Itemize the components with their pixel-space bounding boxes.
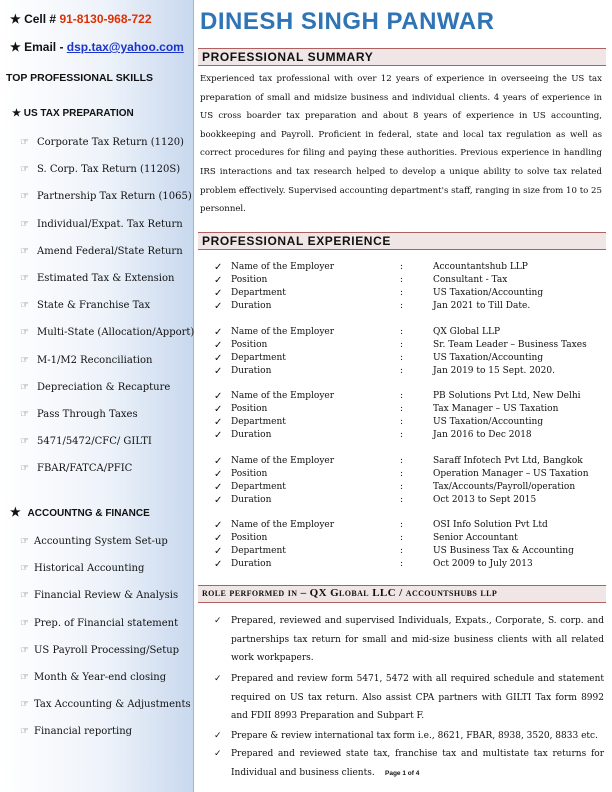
experience-value: Accountantshub LLP bbox=[433, 262, 528, 272]
check-icon: ✓ bbox=[214, 520, 223, 531]
check-icon: ✓ bbox=[214, 262, 223, 273]
pointing-hand-icon: ☞ bbox=[20, 699, 29, 711]
skill-label: Estimated Tax & Extension bbox=[37, 273, 175, 284]
us-tax-skill-item bbox=[20, 137, 213, 148]
us-tax-skill-item bbox=[20, 327, 213, 338]
pointing-hand-icon: ☞ bbox=[20, 409, 29, 420]
skill-label: Pass Through Taxes bbox=[37, 409, 138, 420]
pointing-hand-icon: ☞ bbox=[20, 300, 29, 312]
experience-value: US Business Tax & Accounting bbox=[433, 546, 574, 556]
colon: : bbox=[400, 468, 404, 479]
experience-label: Duration bbox=[231, 559, 272, 569]
sidebar bbox=[0, 0, 194, 792]
experience-value: Jan 2021 to Till Date. bbox=[433, 301, 531, 311]
pointing-hand-icon: ☞ bbox=[20, 436, 29, 448]
experience-label: Duration bbox=[231, 365, 272, 376]
role-title-company: QX Global LLC bbox=[309, 587, 397, 599]
skill-label: Historical Accounting bbox=[34, 563, 145, 575]
role-bullet-text: Prepared and review form 5471, 5472 with all required schedule and statement required on US tax return. Also assist CPA partners with GILTI Tax form 8992 and FDII 8993 Preparation and Subpart F. bbox=[231, 674, 604, 721]
experience-value: Jan 2019 to 15 Sept. 2020. bbox=[433, 365, 555, 376]
check-icon: ✓ bbox=[214, 275, 223, 286]
check-icon: ✓ bbox=[214, 546, 223, 557]
pointing-hand-icon: ☞ bbox=[20, 218, 29, 230]
experience-label: Position bbox=[231, 533, 268, 543]
check-icon: ✓ bbox=[214, 339, 223, 351]
experience-label: Position bbox=[231, 468, 268, 479]
experience-label: Position bbox=[231, 404, 268, 414]
role-section-header bbox=[198, 585, 606, 603]
experience-label: Name of the Employer bbox=[231, 326, 335, 337]
experience-value: US Taxation/Accounting bbox=[433, 288, 544, 298]
colon: : bbox=[400, 391, 404, 401]
experience-section-header bbox=[198, 232, 606, 250]
skill-label: Financial reporting bbox=[34, 726, 133, 738]
pointing-hand-icon: ☞ bbox=[20, 463, 29, 475]
us-tax-skill-item bbox=[20, 409, 213, 420]
summary-section-header bbox=[198, 48, 606, 66]
colon: : bbox=[400, 352, 404, 363]
us-tax-skill-item bbox=[20, 219, 213, 230]
acct-skill-item bbox=[20, 590, 213, 601]
check-icon: ✓ bbox=[214, 288, 223, 299]
experience-value: Consultant - Tax bbox=[433, 275, 508, 285]
pointing-hand-icon: ☞ bbox=[20, 563, 29, 575]
experience-label: Department bbox=[231, 417, 286, 427]
experience-title: PROFESSIONAL EXPERIENCE bbox=[202, 234, 391, 248]
skill-label: Accounting System Set-up bbox=[34, 536, 168, 547]
acct-heading-row bbox=[10, 505, 203, 519]
check-icon: ✓ bbox=[214, 731, 222, 741]
experience-label: Name of the Employer bbox=[231, 391, 335, 401]
colon: : bbox=[400, 520, 404, 530]
colon: : bbox=[400, 559, 404, 569]
us-tax-skill-item bbox=[20, 164, 213, 175]
acct-skill-item bbox=[20, 536, 213, 547]
skill-label: FBAR/FATCA/PFIC bbox=[37, 463, 133, 475]
experience-label: Department bbox=[231, 481, 286, 492]
pointing-hand-icon: ☞ bbox=[20, 245, 29, 257]
acct-skill-item bbox=[20, 726, 213, 737]
check-icon: ✓ bbox=[214, 404, 223, 415]
check-icon: ✓ bbox=[214, 326, 223, 338]
us-tax-skill-item bbox=[20, 191, 213, 202]
colon: : bbox=[400, 339, 404, 350]
us-tax-skill-item bbox=[20, 300, 213, 311]
acct-skill-item bbox=[20, 618, 213, 629]
check-icon: ✓ bbox=[214, 674, 222, 684]
colon: : bbox=[400, 533, 404, 543]
experience-label: Duration bbox=[231, 494, 272, 505]
pointing-hand-icon: ☞ bbox=[20, 164, 29, 176]
check-icon: ✓ bbox=[214, 481, 223, 493]
skill-label: State & Franchise Tax bbox=[37, 300, 151, 312]
colon: : bbox=[400, 546, 404, 556]
colon: : bbox=[400, 288, 404, 298]
us-tax-skill-item bbox=[20, 246, 213, 257]
experience-label: Position bbox=[231, 275, 268, 285]
check-icon: ✓ bbox=[214, 749, 222, 759]
skill-label: US Payroll Processing/Setup bbox=[34, 644, 180, 656]
experience-label: Department bbox=[231, 352, 286, 363]
acct-skill-item bbox=[20, 645, 213, 656]
pointing-hand-icon: ☞ bbox=[20, 644, 29, 656]
skill-label: Partnership Tax Return (1065) bbox=[37, 191, 192, 203]
experience-value: Oct 2013 to Sept 2015 bbox=[433, 494, 537, 505]
experience-label: Name of the Employer bbox=[231, 455, 335, 466]
pointing-hand-icon: ☞ bbox=[20, 273, 29, 284]
role-title bbox=[202, 587, 497, 599]
experience-value: US Taxation/Accounting bbox=[433, 417, 544, 427]
colon: : bbox=[400, 430, 404, 440]
experience-label: Name of the Employer bbox=[231, 520, 335, 530]
pointing-hand-icon: ☞ bbox=[20, 191, 29, 203]
check-icon: ✓ bbox=[214, 455, 223, 467]
check-icon: ✓ bbox=[214, 301, 223, 312]
acct-skill-item bbox=[20, 563, 213, 574]
skill-label: Tax Accounting & Adjustments bbox=[34, 699, 191, 711]
experience-label: Duration bbox=[231, 430, 272, 440]
check-icon: ✓ bbox=[214, 365, 223, 377]
us-tax-skill-item bbox=[20, 463, 213, 474]
skill-label: Multi-State (Allocation/Apport) bbox=[37, 327, 195, 339]
colon: : bbox=[400, 262, 404, 272]
experience-value: QX Global LLP bbox=[433, 326, 501, 337]
experience-value: Operation Manager – US Taxation bbox=[433, 468, 589, 479]
email-label: ★ Email - bbox=[10, 40, 67, 54]
experience-value: Jan 2016 to Dec 2018 bbox=[433, 430, 532, 440]
role-title-suffix: / accountshubs llp bbox=[396, 587, 498, 599]
experience-value: US Taxation/Accounting bbox=[433, 352, 544, 363]
pointing-hand-icon: ☞ bbox=[20, 617, 29, 629]
pointing-hand-icon: ☞ bbox=[20, 327, 29, 339]
us-tax-heading: ★ US TAX PREPARATION bbox=[12, 108, 134, 119]
us-tax-skill-item bbox=[20, 273, 213, 284]
experience-value: PB Solutions Pvt Ltd, New Delhi bbox=[433, 391, 581, 401]
role-title-prefix: role performed in – bbox=[202, 587, 310, 599]
role-bullet-text: Prepared and reviewed state tax, franchise tax and multistate tax returns for Individual and business clients. bbox=[231, 749, 604, 778]
experience-value: Saraff Infotech Pvt Ltd, Bangkok bbox=[433, 455, 583, 466]
colon: : bbox=[400, 301, 404, 311]
check-icon: ✓ bbox=[214, 559, 223, 570]
experience-value: Oct 2009 to July 2013 bbox=[433, 559, 533, 569]
pointing-hand-icon: ☞ bbox=[20, 381, 29, 393]
check-icon: ✓ bbox=[214, 533, 223, 544]
colon: : bbox=[400, 365, 404, 376]
pointing-hand-icon: ☞ bbox=[20, 672, 29, 683]
email-contact bbox=[10, 40, 203, 54]
experience-value: Sr. Team Leader – Business Taxes bbox=[433, 339, 587, 350]
pointing-hand-icon: ☞ bbox=[20, 590, 29, 602]
colon: : bbox=[400, 417, 404, 427]
pointing-hand-icon: ☞ bbox=[20, 354, 29, 366]
colon: : bbox=[400, 494, 404, 505]
check-icon: ✓ bbox=[214, 468, 223, 480]
pointing-hand-icon: ☞ bbox=[20, 726, 29, 738]
acct-heading: ACCOUNTNG & FINANCE bbox=[27, 508, 150, 519]
role-bullet-text: Prepare & review international tax form i.e., 8621, FBAR, 8938, 3520, 8833 etc. bbox=[231, 731, 598, 741]
experience-label: Duration bbox=[231, 301, 272, 311]
experience-value: OSI Info Solution Pvt Ltd bbox=[433, 520, 548, 530]
experience-label: Department bbox=[231, 288, 286, 298]
skill-label: S. Corp. Tax Return (1120S) bbox=[37, 164, 181, 176]
role-bullet-text: Prepared, reviewed and supervised Individuals, Expats., Corporate, S. corp. and partnerships tax return for small and mid-size business clients with all related work workpapers. bbox=[231, 616, 604, 663]
skill-label: Financial Review & Analysis bbox=[34, 590, 179, 602]
check-icon: ✓ bbox=[214, 494, 223, 506]
cell-contact bbox=[10, 12, 203, 26]
skill-label: M-1/M2 Reconciliation bbox=[37, 354, 153, 366]
skill-label: Depreciation & Recapture bbox=[37, 381, 171, 393]
experience-label: Department bbox=[231, 546, 286, 556]
star-icon: ★ bbox=[10, 505, 21, 519]
cell-label: ★ Cell # bbox=[10, 12, 60, 26]
colon: : bbox=[400, 404, 404, 414]
colon: : bbox=[400, 481, 404, 492]
colon: : bbox=[400, 326, 404, 337]
email-link[interactable]: dsp.tax@yahoo.com bbox=[66, 40, 184, 54]
summary-title: PROFESSIONAL SUMMARY bbox=[202, 50, 374, 64]
skill-label: Corporate Tax Return (1120) bbox=[37, 137, 184, 148]
colon: : bbox=[400, 275, 404, 285]
acct-skill-item bbox=[20, 672, 213, 683]
summary-text: Experienced tax professional with over 12 years of experience in overseeing the US tax preparation of small and midsize business and individual clients. 4 years of experience in US cross boarder tax preparation and about 8 years of experience in US accounting, bookkeeping and Payroll. Proficient in federal, state and local tax regulation as well as correct procedures for filing and paying these authorities. Previous experience in handling IRS interactions and tax research helped to develop a unique ability to solve tax related problem effectively. Supervised accounting department's staff, ranging in size from 10 to 25 personnel. bbox=[200, 74, 602, 215]
pointing-hand-icon: ☞ bbox=[20, 536, 29, 547]
us-tax-skill-item bbox=[20, 355, 213, 366]
check-icon: ✓ bbox=[214, 391, 223, 402]
skill-label: 5471/5472/CFC/ GILTI bbox=[37, 436, 152, 448]
us-tax-skill-item bbox=[20, 436, 213, 447]
check-icon: ✓ bbox=[214, 417, 223, 428]
pointing-hand-icon: ☞ bbox=[20, 137, 29, 148]
experience-label: Name of the Employer bbox=[231, 262, 335, 272]
skill-label: Individual/Expat. Tax Return bbox=[37, 218, 183, 230]
check-icon: ✓ bbox=[214, 430, 223, 441]
skill-label: Amend Federal/State Return bbox=[37, 245, 183, 257]
acct-skill-item bbox=[20, 699, 213, 710]
us-tax-skill-item bbox=[20, 382, 213, 393]
check-icon: ✓ bbox=[214, 616, 222, 626]
page-number: Page 1 of 4 bbox=[385, 770, 420, 777]
experience-label: Position bbox=[231, 339, 268, 350]
skill-label: Month & Year-end closing bbox=[34, 672, 167, 683]
experience-value: Tax/Accounts/Payroll/operation bbox=[433, 481, 576, 492]
cell-value: 91-8130-968-722 bbox=[59, 12, 152, 26]
experience-value: Senior Accountant bbox=[433, 533, 518, 543]
check-icon: ✓ bbox=[214, 352, 223, 364]
experience-value: Tax Manager – US Taxation bbox=[433, 404, 559, 414]
skills-heading: TOP PROFESSIONAL SKILLS bbox=[6, 72, 154, 84]
candidate-name: DINESH SINGH PANWAR bbox=[200, 8, 495, 35]
colon: : bbox=[400, 455, 404, 466]
skill-label: Prep. of Financial statement bbox=[34, 617, 179, 629]
